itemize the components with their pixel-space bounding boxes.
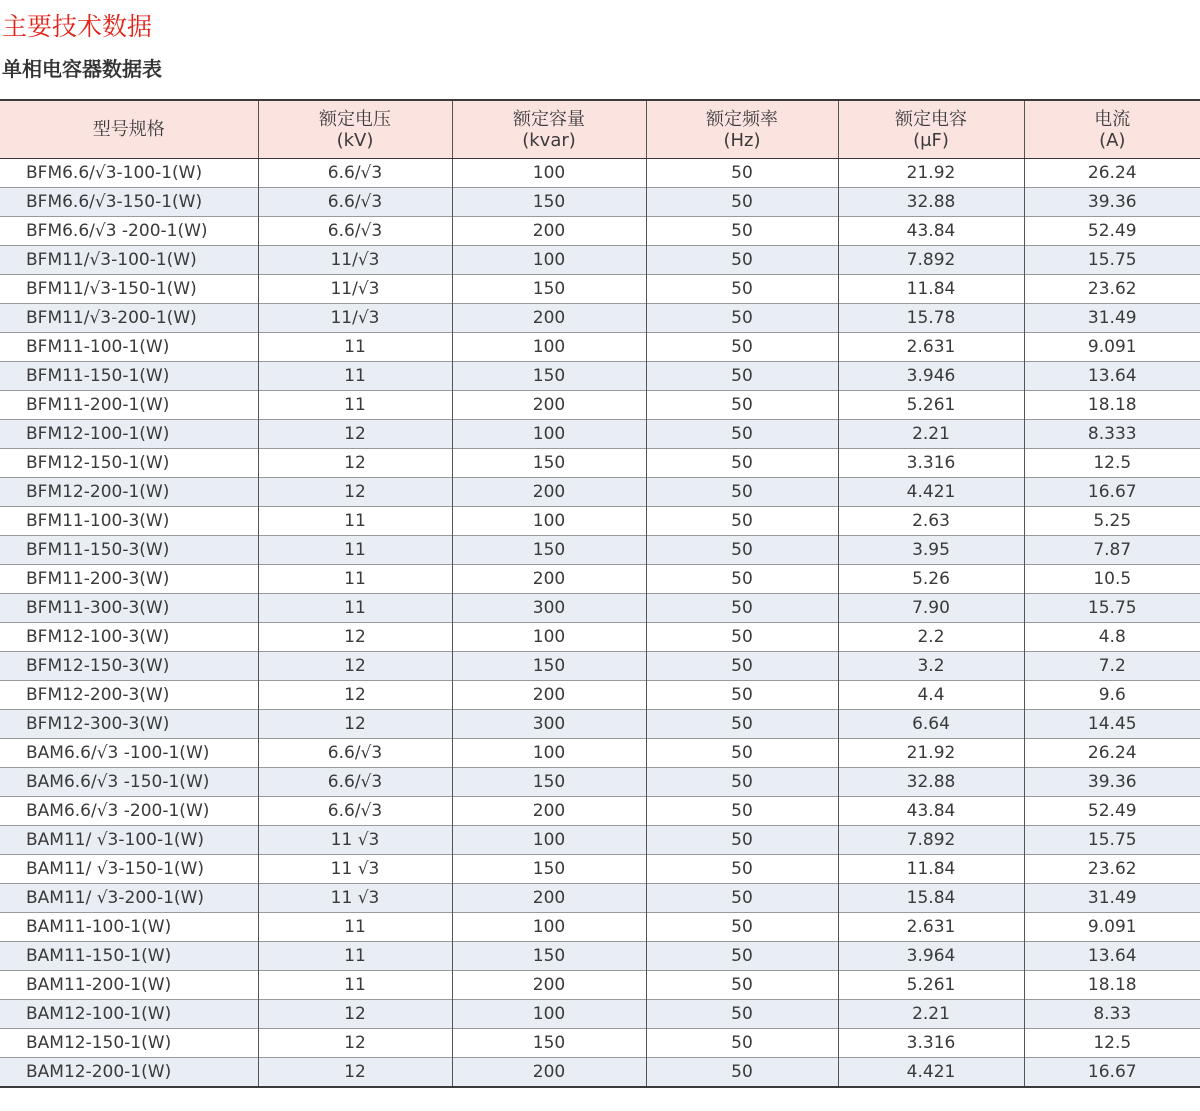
table-row bbox=[0, 362, 1200, 391]
cell-rated-capacitance: 32.88 bbox=[838, 768, 1024, 797]
cell-rated-capacitance: 2.63 bbox=[838, 507, 1024, 536]
cell-current: 15.75 bbox=[1024, 246, 1200, 275]
cell-rated-capacitance: 7.90 bbox=[838, 594, 1024, 623]
cell-model: BAM12-200-1(W) bbox=[0, 1058, 258, 1088]
cell-rated-voltage: 11 bbox=[258, 565, 452, 594]
cell-current: 9.6 bbox=[1024, 681, 1200, 710]
table-row bbox=[0, 1058, 1200, 1088]
cell-rated-frequency: 50 bbox=[646, 797, 838, 826]
cell-rated-capacitance: 6.64 bbox=[838, 710, 1024, 739]
cell-rated-capacity: 150 bbox=[452, 768, 646, 797]
table-row bbox=[0, 333, 1200, 362]
cell-rated-voltage: 11 bbox=[258, 362, 452, 391]
cell-model: BAM11-150-1(W) bbox=[0, 942, 258, 971]
cell-rated-capacitance: 15.84 bbox=[838, 884, 1024, 913]
cell-rated-capacity: 200 bbox=[452, 391, 646, 420]
header-rated-frequency-label: 额定频率 bbox=[706, 108, 778, 130]
cell-model: BFM11/√3-200-1(W) bbox=[0, 304, 258, 333]
cell-rated-capacity: 150 bbox=[452, 449, 646, 478]
cell-model: BFM11/√3-100-1(W) bbox=[0, 246, 258, 275]
cell-rated-capacitance: 2.631 bbox=[838, 913, 1024, 942]
cell-rated-frequency: 50 bbox=[646, 739, 838, 768]
header-rated-capacitance-unit: (μF) bbox=[913, 129, 949, 151]
header-current-unit: (A) bbox=[1099, 129, 1126, 151]
cell-rated-frequency: 50 bbox=[646, 275, 838, 304]
cell-rated-capacitance: 11.84 bbox=[838, 275, 1024, 304]
cell-current: 12.5 bbox=[1024, 1029, 1200, 1058]
table-row bbox=[0, 942, 1200, 971]
cell-rated-voltage: 11 bbox=[258, 971, 452, 1000]
cell-current: 39.36 bbox=[1024, 768, 1200, 797]
cell-rated-voltage: 12 bbox=[258, 623, 452, 652]
cell-current: 15.75 bbox=[1024, 594, 1200, 623]
cell-model: BAM6.6/√3 -150-1(W) bbox=[0, 768, 258, 797]
cell-model: BFM6.6/√3 -200-1(W) bbox=[0, 217, 258, 246]
cell-rated-capacity: 150 bbox=[452, 652, 646, 681]
cell-current: 13.64 bbox=[1024, 942, 1200, 971]
cell-rated-capacity: 200 bbox=[452, 681, 646, 710]
cell-rated-capacitance: 4.421 bbox=[838, 478, 1024, 507]
cell-rated-frequency: 50 bbox=[646, 565, 838, 594]
cell-rated-capacity: 100 bbox=[452, 159, 646, 188]
table-row bbox=[0, 1029, 1200, 1058]
cell-rated-voltage: 12 bbox=[258, 1029, 452, 1058]
cell-rated-capacity: 150 bbox=[452, 275, 646, 304]
cell-rated-frequency: 50 bbox=[646, 913, 838, 942]
cell-rated-voltage: 12 bbox=[258, 478, 452, 507]
cell-rated-capacity: 200 bbox=[452, 884, 646, 913]
cell-rated-voltage: 6.6/√3 bbox=[258, 739, 452, 768]
cell-rated-capacitance: 3.964 bbox=[838, 942, 1024, 971]
cell-rated-capacitance: 7.892 bbox=[838, 826, 1024, 855]
cell-rated-capacity: 200 bbox=[452, 478, 646, 507]
cell-current: 52.49 bbox=[1024, 217, 1200, 246]
cell-rated-voltage: 6.6/√3 bbox=[258, 797, 452, 826]
cell-model: BFM12-200-1(W) bbox=[0, 478, 258, 507]
cell-rated-voltage: 11 bbox=[258, 333, 452, 362]
cell-rated-capacitance: 3.946 bbox=[838, 362, 1024, 391]
table-header bbox=[0, 100, 1200, 159]
cell-model: BAM11/ √3-200-1(W) bbox=[0, 884, 258, 913]
cell-rated-voltage: 6.6/√3 bbox=[258, 159, 452, 188]
table-row bbox=[0, 304, 1200, 333]
cell-model: BFM6.6/√3-100-1(W) bbox=[26, 163, 203, 183]
cell-model: BFM11-100-1(W) bbox=[0, 333, 258, 362]
table-row bbox=[0, 797, 1200, 826]
cell-rated-voltage: 6.6/√3 bbox=[258, 217, 452, 246]
cell-rated-voltage: 11 √3 bbox=[258, 826, 452, 855]
cell-model: BAM6.6/√3 -200-1(W) bbox=[0, 797, 258, 826]
cell-model: BFM12-200-3(W) bbox=[0, 681, 258, 710]
header-model bbox=[0, 100, 258, 159]
cell-rated-voltage: 11 √3 bbox=[258, 884, 452, 913]
cell-rated-frequency: 50 bbox=[646, 768, 838, 797]
cell-rated-capacity: 100 bbox=[452, 420, 646, 449]
cell-rated-capacity: 300 bbox=[452, 710, 646, 739]
cell-rated-capacitance: 43.84 bbox=[838, 217, 1024, 246]
cell-rated-capacitance: 2.2 bbox=[838, 623, 1024, 652]
cell-rated-voltage: 12 bbox=[258, 1000, 452, 1029]
cell-rated-capacitance: 32.88 bbox=[838, 188, 1024, 217]
header-model-label: 型号规格 bbox=[92, 119, 165, 140]
cell-rated-voltage: 11 √3 bbox=[258, 855, 452, 884]
cell-current: 23.62 bbox=[1024, 275, 1200, 304]
cell-rated-capacity: 100 bbox=[452, 913, 646, 942]
cell-rated-voltage: 12 bbox=[258, 681, 452, 710]
header-rated-capacity bbox=[452, 100, 646, 159]
table-row bbox=[0, 826, 1200, 855]
cell-rated-capacitance: 4.4 bbox=[838, 681, 1024, 710]
cell-rated-capacitance: 3.316 bbox=[838, 1029, 1024, 1058]
cell-current: 26.24 bbox=[1024, 739, 1200, 768]
cell-model: BFM11-100-3(W) bbox=[0, 507, 258, 536]
cell-model: BAM12-100-1(W) bbox=[0, 1000, 258, 1029]
cell-rated-frequency: 50 bbox=[646, 971, 838, 1000]
cell-rated-frequency: 50 bbox=[646, 217, 838, 246]
header-rated-frequency bbox=[646, 100, 838, 159]
cell-rated-frequency: 50 bbox=[646, 159, 838, 188]
cell-rated-capacity: 150 bbox=[452, 188, 646, 217]
cell-rated-voltage: 11/√3 bbox=[258, 246, 452, 275]
cell-current: 18.18 bbox=[1024, 391, 1200, 420]
cell-current: 16.67 bbox=[1024, 1058, 1200, 1088]
cell-rated-frequency: 50 bbox=[646, 391, 838, 420]
cell-rated-voltage: 12 bbox=[258, 710, 452, 739]
cell-model: BFM12-150-3(W) bbox=[0, 652, 258, 681]
cell-rated-voltage: 11 bbox=[258, 913, 452, 942]
header-rated-capacity-label: 额定容量 bbox=[513, 108, 585, 130]
cell-model: BAM11/ √3-150-1(W) bbox=[0, 855, 258, 884]
table-row bbox=[0, 681, 1200, 710]
header-rated-frequency-unit: (Hz) bbox=[723, 129, 761, 151]
cell-rated-capacitance: 3.95 bbox=[838, 536, 1024, 565]
cell-current: 16.67 bbox=[1024, 478, 1200, 507]
cell-rated-capacity: 150 bbox=[452, 536, 646, 565]
header-rated-capacity-unit: (kvar) bbox=[522, 129, 576, 151]
cell-rated-frequency: 50 bbox=[646, 1000, 838, 1029]
header-rated-voltage-label: 额定电压 bbox=[319, 108, 391, 130]
table-row bbox=[0, 913, 1200, 942]
cell-rated-capacitance: 3.2 bbox=[838, 652, 1024, 681]
cell-current: 7.87 bbox=[1024, 536, 1200, 565]
table-row bbox=[0, 217, 1200, 246]
cell-rated-capacity: 200 bbox=[452, 1058, 646, 1088]
cell-rated-capacity: 200 bbox=[452, 565, 646, 594]
cell-rated-capacity: 150 bbox=[452, 362, 646, 391]
cell-rated-capacitance: 5.261 bbox=[838, 391, 1024, 420]
cell-model: BFM6.6/√3-150-1(W) bbox=[0, 188, 258, 217]
cell-rated-capacity: 150 bbox=[452, 942, 646, 971]
cell-current: 7.2 bbox=[1024, 652, 1200, 681]
cell-rated-capacity: 100 bbox=[452, 1000, 646, 1029]
cell-current: 31.49 bbox=[1024, 884, 1200, 913]
header-rated-voltage bbox=[258, 100, 452, 159]
cell-rated-capacity: 150 bbox=[452, 1029, 646, 1058]
cell-current: 4.8 bbox=[1024, 623, 1200, 652]
cell-rated-capacity: 200 bbox=[452, 217, 646, 246]
cell-model: BAM6.6/√3 -100-1(W) bbox=[0, 739, 258, 768]
cell-rated-capacity: 200 bbox=[452, 971, 646, 1000]
cell-current: 9.091 bbox=[1024, 333, 1200, 362]
cell-model: BFM12-100-1(W) bbox=[0, 420, 258, 449]
cell-rated-capacitance: 4.421 bbox=[838, 1058, 1024, 1088]
table-row bbox=[0, 536, 1200, 565]
cell-current: 52.49 bbox=[1024, 797, 1200, 826]
cell-current: 9.091 bbox=[1024, 913, 1200, 942]
header-row bbox=[0, 100, 1200, 159]
table-row bbox=[0, 652, 1200, 681]
cell-rated-capacitance: 2.21 bbox=[838, 1000, 1024, 1029]
cell-model: BFM11-150-1(W) bbox=[0, 362, 258, 391]
cell-rated-frequency: 50 bbox=[646, 1029, 838, 1058]
table-title: 单相电容器数据表 bbox=[2, 57, 162, 81]
cell-model: BFM11/√3-150-1(W) bbox=[0, 275, 258, 304]
cell-rated-capacity: 200 bbox=[452, 304, 646, 333]
cell-rated-voltage: 11/√3 bbox=[258, 304, 452, 333]
cell-rated-capacitance: 2.631 bbox=[838, 333, 1024, 362]
table-row bbox=[0, 739, 1200, 768]
cell-rated-frequency: 50 bbox=[646, 420, 838, 449]
table-row bbox=[0, 565, 1200, 594]
table-row bbox=[0, 971, 1200, 1000]
cell-rated-voltage: 11 bbox=[258, 594, 452, 623]
cell-rated-frequency: 50 bbox=[646, 942, 838, 971]
table-row bbox=[0, 478, 1200, 507]
table-row bbox=[0, 246, 1200, 275]
cell-current: 8.33 bbox=[1024, 1000, 1200, 1029]
cell-rated-voltage: 11 bbox=[258, 391, 452, 420]
table-row bbox=[0, 594, 1200, 623]
table-row bbox=[0, 188, 1200, 217]
cell-rated-frequency: 50 bbox=[646, 623, 838, 652]
cell-rated-frequency: 50 bbox=[646, 710, 838, 739]
cell-rated-frequency: 50 bbox=[646, 594, 838, 623]
cell-rated-capacitance: 11.84 bbox=[838, 855, 1024, 884]
cell-current: 13.64 bbox=[1024, 362, 1200, 391]
table-row bbox=[0, 420, 1200, 449]
cell-current: 39.36 bbox=[1024, 188, 1200, 217]
cell-rated-capacitance: 5.26 bbox=[838, 565, 1024, 594]
cell-rated-capacity: 100 bbox=[452, 246, 646, 275]
cell-model: BFM12-150-1(W) bbox=[0, 449, 258, 478]
cell-rated-voltage: 12 bbox=[258, 420, 452, 449]
table-row bbox=[0, 855, 1200, 884]
table-row bbox=[0, 710, 1200, 739]
cell-rated-frequency: 50 bbox=[646, 826, 838, 855]
cell-rated-capacitance: 5.261 bbox=[838, 971, 1024, 1000]
cell-rated-frequency: 50 bbox=[646, 884, 838, 913]
cell-rated-capacitance: 21.92 bbox=[838, 159, 1024, 188]
cell-rated-capacitance: 7.892 bbox=[838, 246, 1024, 275]
cell-rated-voltage: 12 bbox=[258, 1058, 452, 1088]
cell-model: BFM11-150-3(W) bbox=[0, 536, 258, 565]
table-row bbox=[0, 623, 1200, 652]
table-row bbox=[0, 275, 1200, 304]
cell-rated-frequency: 50 bbox=[646, 478, 838, 507]
cell-rated-capacitance: 43.84 bbox=[838, 797, 1024, 826]
cell-rated-frequency: 50 bbox=[646, 652, 838, 681]
cell-rated-capacity: 100 bbox=[452, 623, 646, 652]
table-row bbox=[0, 159, 1200, 188]
cell-model: BFM11-200-1(W) bbox=[0, 391, 258, 420]
cell-model: BFM12-300-3(W) bbox=[0, 710, 258, 739]
cell-model: BFM12-100-3(W) bbox=[0, 623, 258, 652]
cell-current: 5.25 bbox=[1024, 507, 1200, 536]
capacitor-data-table bbox=[0, 99, 1200, 1088]
table-body bbox=[0, 159, 1200, 1088]
cell-model: BAM11-200-1(W) bbox=[0, 971, 258, 1000]
header-rated-voltage-unit: (kV) bbox=[336, 129, 374, 151]
header-rated-capacitance bbox=[838, 100, 1024, 159]
cell-rated-frequency: 50 bbox=[646, 362, 838, 391]
table-row bbox=[0, 1000, 1200, 1029]
cell-rated-voltage: 11 bbox=[258, 536, 452, 565]
cell-model: BAM12-150-1(W) bbox=[0, 1029, 258, 1058]
header-current-label: 电流 bbox=[1094, 108, 1131, 130]
cell-rated-capacitance: 15.78 bbox=[838, 304, 1024, 333]
cell-model: BAM11-100-1(W) bbox=[0, 913, 258, 942]
cell-rated-voltage: 6.6/√3 bbox=[258, 768, 452, 797]
cell-rated-voltage: 12 bbox=[258, 652, 452, 681]
cell-model: BFM11-300-3(W) bbox=[0, 594, 258, 623]
cell-rated-voltage: 12 bbox=[258, 449, 452, 478]
cell-rated-frequency: 50 bbox=[646, 1058, 838, 1088]
cell-rated-frequency: 50 bbox=[646, 681, 838, 710]
cell-rated-frequency: 50 bbox=[646, 855, 838, 884]
cell-rated-frequency: 50 bbox=[646, 304, 838, 333]
cell-current: 18.18 bbox=[1024, 971, 1200, 1000]
header-rated-capacitance-label: 额定电容 bbox=[895, 108, 967, 130]
cell-rated-capacity: 100 bbox=[452, 507, 646, 536]
cell-rated-voltage: 11 bbox=[258, 507, 452, 536]
cell-rated-frequency: 50 bbox=[646, 188, 838, 217]
cell-rated-voltage: 11/√3 bbox=[258, 275, 452, 304]
cell-model: BFM11-200-3(W) bbox=[0, 565, 258, 594]
cell-rated-voltage: 6.6/√3 bbox=[258, 188, 452, 217]
cell-rated-capacitance: 3.316 bbox=[838, 449, 1024, 478]
cell-current: 15.75 bbox=[1024, 826, 1200, 855]
cell-rated-frequency: 50 bbox=[646, 536, 838, 565]
table-row bbox=[0, 391, 1200, 420]
table-row bbox=[0, 449, 1200, 478]
cell-current: 14.45 bbox=[1024, 710, 1200, 739]
section-title: 主要技术数据 bbox=[2, 12, 153, 41]
cell-rated-capacity: 100 bbox=[452, 739, 646, 768]
cell-rated-capacity: 150 bbox=[452, 855, 646, 884]
cell-current: 31.49 bbox=[1024, 304, 1200, 333]
cell-rated-capacity: 300 bbox=[452, 594, 646, 623]
cell-rated-frequency: 50 bbox=[646, 333, 838, 362]
cell-rated-frequency: 50 bbox=[646, 507, 838, 536]
header-current bbox=[1024, 100, 1200, 159]
table-row bbox=[0, 884, 1200, 913]
cell-rated-capacity: 100 bbox=[452, 826, 646, 855]
cell-rated-frequency: 50 bbox=[646, 449, 838, 478]
cell-rated-capacity: 100 bbox=[452, 333, 646, 362]
cell-rated-capacity: 200 bbox=[452, 797, 646, 826]
cell-rated-capacitance: 2.21 bbox=[838, 420, 1024, 449]
cell-current: 12.5 bbox=[1024, 449, 1200, 478]
cell-model: BAM11/ √3-100-1(W) bbox=[0, 826, 258, 855]
cell-current: 10.5 bbox=[1024, 565, 1200, 594]
table-row bbox=[0, 507, 1200, 536]
cell-current: 26.24 bbox=[1024, 159, 1200, 188]
cell-rated-voltage: 11 bbox=[258, 942, 452, 971]
cell-rated-capacitance: 21.92 bbox=[838, 739, 1024, 768]
table-row bbox=[0, 768, 1200, 797]
cell-current: 8.333 bbox=[1024, 420, 1200, 449]
cell-rated-frequency: 50 bbox=[646, 246, 838, 275]
cell-current: 23.62 bbox=[1024, 855, 1200, 884]
